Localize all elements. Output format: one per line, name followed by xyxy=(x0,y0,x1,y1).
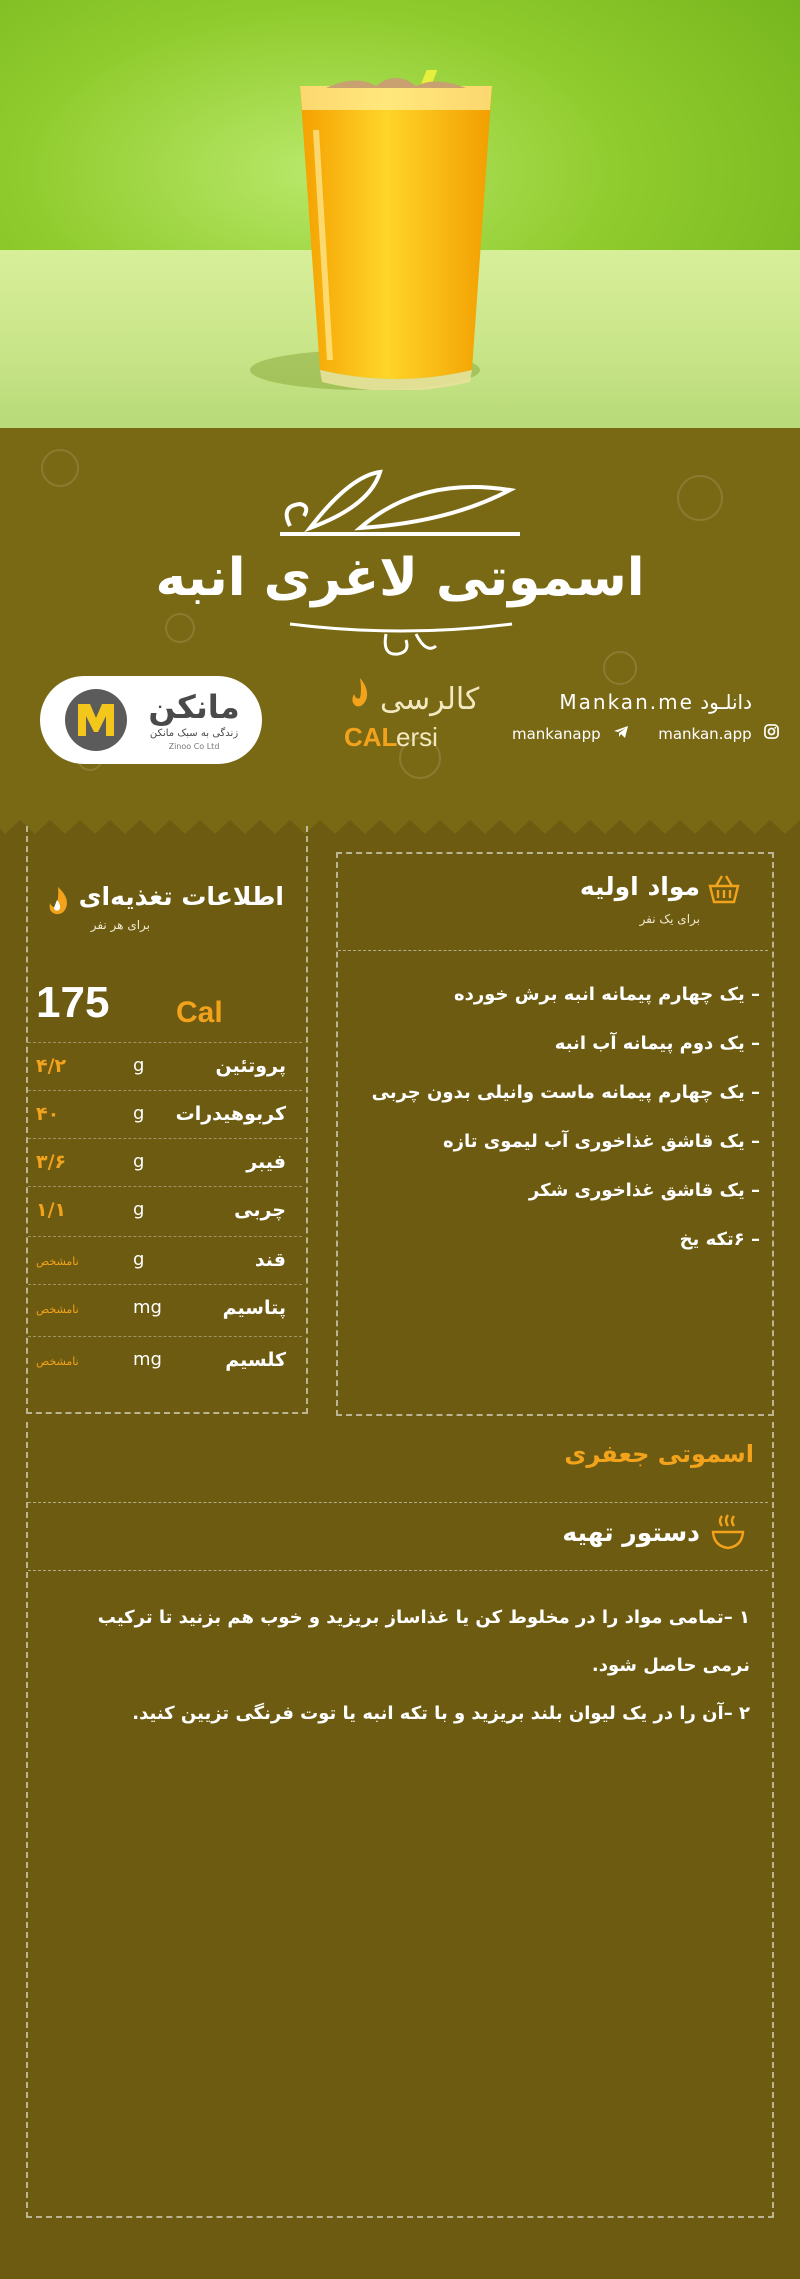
mankan-name: مانکن xyxy=(148,688,240,726)
nutrition-row: چربی g ۱/۱ xyxy=(28,1186,302,1235)
nutrition-row: فیبر g ۳/۶ xyxy=(28,1138,302,1187)
calersi-ersi: ersi xyxy=(396,722,438,752)
telegram-icon xyxy=(613,725,629,743)
calories-value: 175 xyxy=(36,978,110,1027)
nutrition-title: اطلاعات تغذیه‌ای xyxy=(78,882,284,911)
mankan-logo-icon xyxy=(64,688,128,752)
nutrition-row: کلسیم mg نامشخص xyxy=(28,1336,302,1385)
recipe-name: اسموتی جعفری xyxy=(564,1440,754,1468)
list-item: – یک قاشق غذاخوری آب لیموی تازه xyxy=(443,1131,760,1152)
underline-ornament-icon xyxy=(286,616,516,666)
mankan-tagline: زندگی به سبک مانکن xyxy=(149,728,239,739)
list-item: – یک دوم پیمانه آب انبه xyxy=(554,1033,760,1054)
ingredients-subtitle: برای یک نفر xyxy=(639,912,700,926)
list-item: – ۶تکه یخ xyxy=(679,1229,760,1250)
list-item: – یک چهارم پیمانه انبه برش خورده xyxy=(453,984,760,1005)
steps-list xyxy=(60,1594,750,1738)
download-link[interactable]: دانلـود Mankan.me xyxy=(559,690,752,714)
calersi-fa: کالرسی xyxy=(380,682,480,717)
instagram-icon xyxy=(764,724,779,743)
page-title: اسموتی لاغری انبه xyxy=(155,548,645,608)
instagram-handle[interactable]: mankan.app xyxy=(658,724,752,743)
smoothie-glass-image xyxy=(296,70,496,390)
list-item: ۲ –آن را در یک لیوان بلند بریزید و با تکه انبه یا توت فرنگی تزیین کنید. xyxy=(132,1703,750,1724)
bowl-icon xyxy=(710,1512,746,1552)
nutrition-row: قند g نامشخص xyxy=(28,1236,302,1285)
nutrition-row: پتاسیم mg نامشخص xyxy=(28,1284,302,1333)
mankan-sub: Zinoo Co Ltd xyxy=(168,742,220,751)
nutrition-row: پروتئین g ۴/۲ xyxy=(28,1042,302,1091)
ingredients-title: مواد اولیه xyxy=(579,872,700,901)
social-links xyxy=(512,724,756,743)
mankan-logo-badge[interactable] xyxy=(40,676,262,764)
list-item: ۱ –تمامی مواد را در مخلوط کن یا غذاساز بریزید و خوب هم بزنید تا ترکیب نرمی حاصل شود. xyxy=(97,1607,750,1676)
list-item: – یک قاشق غذاخوری شکر xyxy=(528,1180,760,1201)
steps-title: دستور تهیه xyxy=(562,1518,700,1547)
nutrition-subtitle: برای هر نفر xyxy=(90,918,150,932)
leaf-ornament-icon xyxy=(270,466,530,546)
nutrition-row: کربوهیدرات g ۴۰ xyxy=(28,1090,302,1139)
telegram-handle[interactable]: mankanapp xyxy=(512,724,601,743)
calories-unit: Cal xyxy=(176,996,223,1029)
list-item: – یک چهارم پیمانه ماست وانیلی بدون چربی xyxy=(371,1082,760,1103)
flame-logo-icon xyxy=(348,676,372,710)
calersi-cal: CAL xyxy=(344,722,398,752)
hero-photo xyxy=(0,0,800,428)
basket-icon xyxy=(706,872,742,908)
calersi-logo[interactable] xyxy=(340,676,480,756)
ingredients-list xyxy=(350,970,760,1264)
